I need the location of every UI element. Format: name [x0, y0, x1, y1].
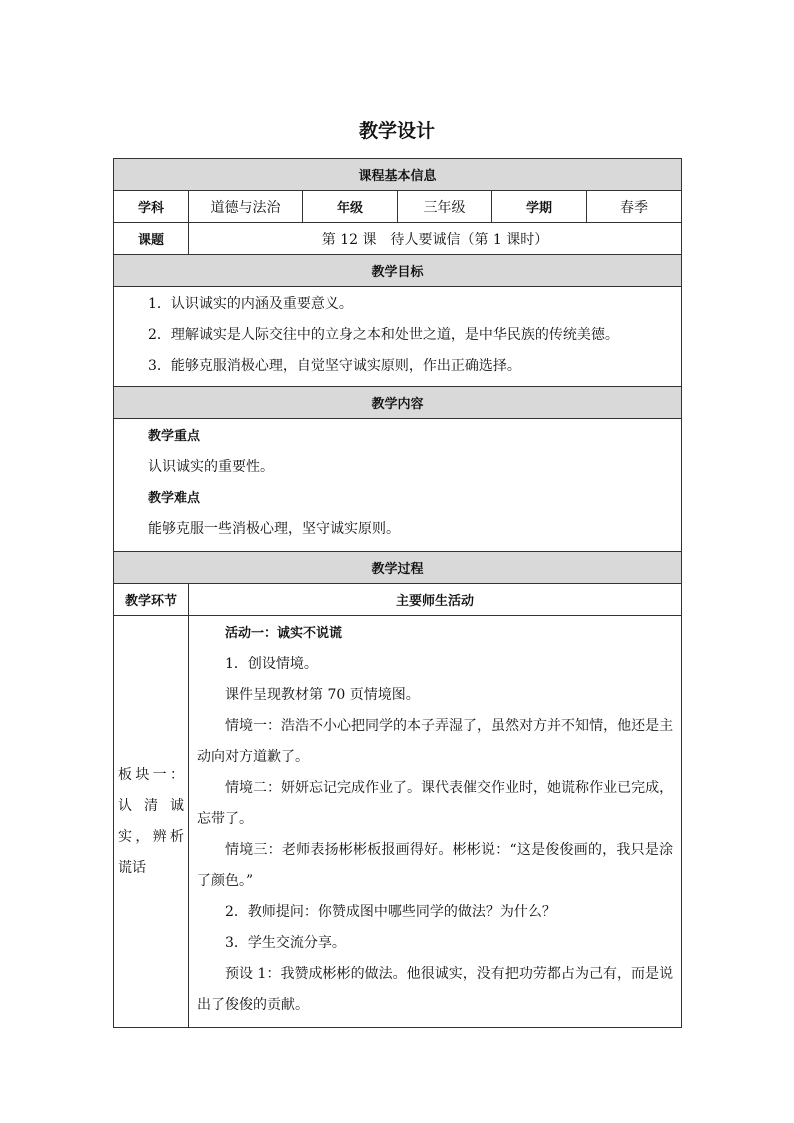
objective-item: 2．理解诚实是人际交往中的立身之本和处世之道，是中华民族的传统美德。 — [148, 327, 619, 343]
objective-item: 1．认识诚实的内涵及重要意义。 — [148, 296, 353, 312]
lesson-plan-table — [113, 158, 682, 1028]
process-section-title: 教学过程 — [114, 552, 682, 584]
activity-paragraph: 课件呈现教材第 70 页情境图。 — [225, 687, 420, 703]
content-section-title: 教学内容 — [114, 387, 682, 419]
grade-label: 年级 — [303, 191, 398, 223]
topic-value: 第 12 课 待人要诚信（第 1 课时） — [189, 223, 682, 255]
basic-info-header-row — [114, 159, 682, 191]
process-row — [114, 616, 682, 1028]
basic-info-row — [114, 191, 682, 223]
activity-body — [189, 616, 682, 1028]
block-label-line: 谎话 — [118, 859, 146, 876]
activity-paragraph: 情境二：妍妍忘记完成作业了。课代表催交作业时，她谎称作业已完成，忘带了。 — [197, 780, 674, 827]
stage-header: 教学环节 — [114, 584, 189, 616]
key-point-label: 教学重点 — [148, 429, 201, 444]
grade-value: 三年级 — [398, 191, 492, 223]
objectives-row — [114, 287, 682, 387]
subject-value: 道德与法治 — [189, 191, 303, 223]
block-label-line: 认清诚 — [118, 797, 184, 814]
block-label-line: 实，辨析 — [118, 828, 184, 845]
process-header-row — [114, 552, 682, 584]
term-value: 春季 — [587, 191, 682, 223]
difficulty-text: 能够克服一些消极心理，坚守诚实原则。 — [148, 521, 400, 537]
term-label: 学期 — [492, 191, 587, 223]
activity-paragraph: 情境一：浩浩不小心把同学的本子弄湿了，虽然对方并不知情，他还是主动向对方道歉了。 — [197, 718, 674, 765]
activity-title: 活动一：诚实不说谎 — [225, 626, 343, 641]
activity-paragraph: 预设 1：我赞成彬彬的做法。他很诚实，没有把功劳都占为己有，而是说出了俊俊的贡献。 — [197, 966, 674, 1013]
content-header-row — [114, 387, 682, 419]
objectives-section-title: 教学目标 — [114, 255, 682, 287]
objectives-header-row — [114, 255, 682, 287]
basic-info-section-title: 课程基本信息 — [114, 159, 682, 191]
activity-paragraph: 情境三：老师表扬彬彬板报画得好。彬彬说：“这是俊俊画的，我只是涂了颜色。” — [197, 842, 674, 889]
difficulty-label: 教学难点 — [148, 491, 201, 506]
key-point-text: 认识诚实的重要性。 — [148, 459, 274, 475]
activity-paragraph: 3．学生交流分享。 — [225, 935, 346, 951]
topic-label: 课题 — [114, 223, 189, 255]
activity-paragraph: 2．教师提问：你赞成图中哪些同学的做法？为什么？ — [225, 904, 556, 920]
subject-label: 学科 — [114, 191, 189, 223]
activity-header: 主要师生活动 — [189, 584, 682, 616]
objectives-list — [114, 287, 682, 387]
block-label — [114, 616, 189, 1028]
content-body — [114, 419, 682, 552]
objective-item: 3．能够克服消极心理，自觉坚守诚实原则，作出正确选择。 — [148, 358, 521, 374]
process-subheader-row — [114, 584, 682, 616]
activity-paragraph: 1．创设情境。 — [225, 656, 318, 672]
document-title: 教学设计 — [358, 120, 435, 142]
topic-row — [114, 223, 682, 255]
content-row — [114, 419, 682, 552]
block-label-line: 板块一： — [118, 766, 184, 783]
